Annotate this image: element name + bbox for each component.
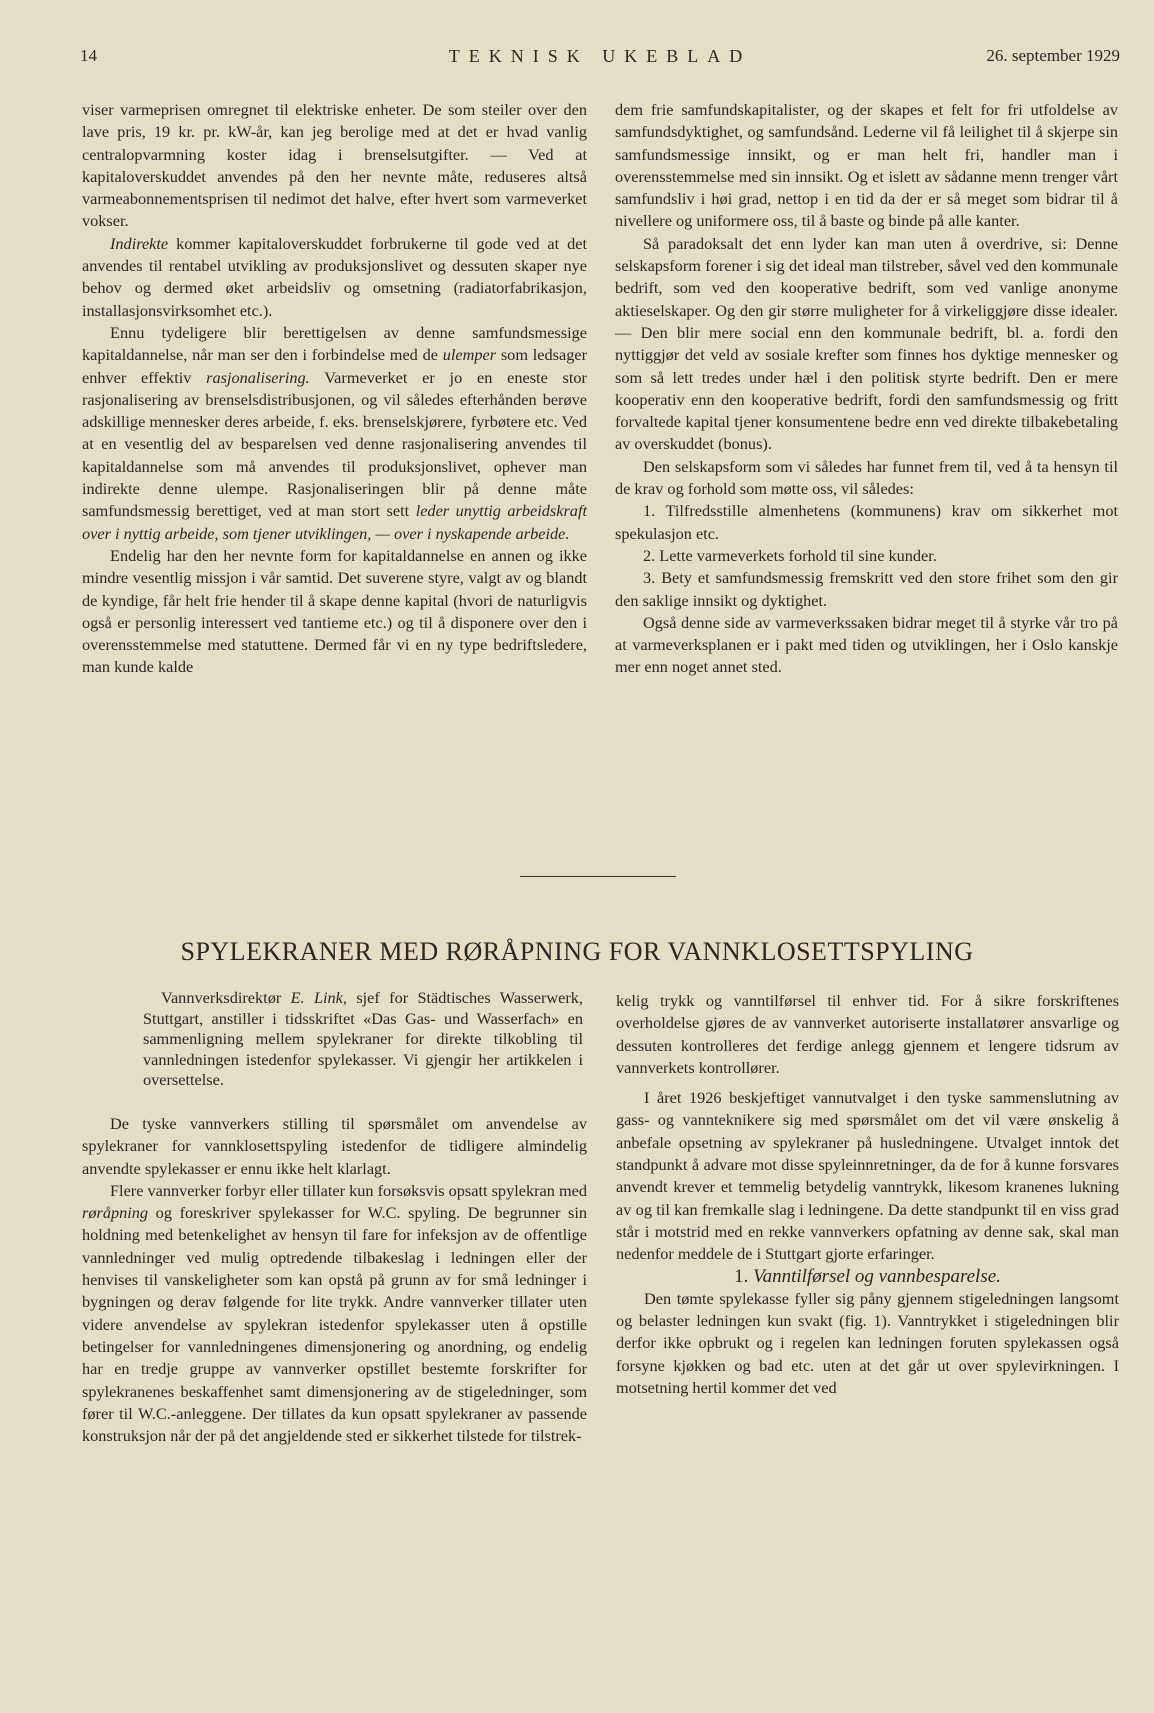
section-divider [520, 876, 676, 877]
text-span: sjef for Städtisches Wasserwerk, Stuttgart, anstiller i tidsskriftet «Das Gas- und Wasserfach» en sammenligning mellem spylekraner for direkte tilkobling til vannledningen istedenfor spylekasser. Vi gjengir her artikkelen i oversettelse. [143, 988, 583, 1089]
emphasis: E. Link, [290, 988, 347, 1007]
section-title: Vanntilførsel og vannbesparelse. [753, 1265, 1001, 1287]
page-header [80, 46, 1120, 76]
bottom-right-column [616, 990, 1119, 1399]
list-item: 3. Bety et samfundsmessig fremskritt ved den store frihet som den gir den saklige innsikt og dyktighet. [615, 568, 1118, 610]
emphasis: ulemper [442, 345, 497, 365]
top-right-column [615, 99, 1118, 679]
paragraph [82, 1180, 587, 1448]
text-span: kommer kapitaloverskuddet forbrukerne til gode ved at det anvendes til rentabel utvikling av produksjonslivet og dessuten skaper nye behov og dermed øket arbeidsliv og omsetning (radiatorfabrikasjon, installasjonsvirksomhet etc.). [82, 233, 587, 320]
paragraph: Endelig har den her nevnte form for kapitaldannelse en annen og ikke mindre vesentlig missjon i vår samtid. Det suverene styre, valgt av og blandt de kyndige, får helt frie hender til å skape denne kapital (hvori de naturligvis også er personlig interessert ved tantieme etc.) og til å disponere over den i overensstemmelse med statuttene. Dermed får vi en ny type bedriftsledere, man kunde kalde [82, 545, 587, 677]
paragraph: Så paradoksalt det enn lyder kan man uten å overdrive, si: Denne selskapsform forener i sig det ideal man tilstreber, såvel ved den kommunale bedrift, som ved den kooperative bedrift, som ved vanlige anonyme aktieselskaper. Og den gir større muligheter for å virkeliggjøre disse idealer. — Den blir mere social enn den kommunale bedrift, bl. a. fordi den nyttiggjør det veld av sosiale krefter som finnes hos dyktige mennesker og som så lett tredes under hæl i den politisk styrte bedrift. Den er mere kooperativ enn den kooperative bedrift, fordi den samfundsmessig og fritt forvaltede kapital tjener konsumentene bedre enn ved direkte tilbakebetaling av overskuddet (bonus). [615, 233, 1118, 454]
emphasis: Indirekte [110, 233, 169, 253]
text-span: Flere vannverker forbyr eller tillater kun forsøksvis opsatt spylekran med [110, 1180, 587, 1200]
emphasis: røråpning [82, 1203, 149, 1223]
paragraph: Den tømte spylekasse fyller sig påny gjennem stigeledningen langsomt og belaster ledningen kun svakt (fig. 1). Vanntrykket i stigeledningen blir derfor ikke opbrukt og i regelen kan ledningen foruten spylekassen også forsyne kjøkken og bad etc. uten at det går ut over spylevirkningen. I motsetning hertil kommer det ved [616, 1288, 1119, 1398]
paragraph [82, 322, 587, 545]
paragraph: kelig trykk og vanntilførsel til enhver tid. For å sikre forskriftenes overholdelse gjøres de av vannverket autoriserte installatører ansvarlige og dessuten kontrolleres det ferdige anlegg gjennem et lengere tidsrum av vannverkets kontrollører. [616, 991, 1119, 1077]
page-number: 14 [80, 46, 97, 65]
text-span: og foreskriver spylekasser for W.C. spyling. De begrunner sin holdning med betenkelighet av hensyn til fare for infeksjon av de offentlige vannledninger ved mulig optredende tilbakeslag i ledningen eller der henvises til vanskeligheter som kan opstå på grunn av for små ledninger i bygningen og derav følgende for lite trykk. Andre vannverker tillater uten videre anvendelse av spylekran istedenfor spylekasser uten å opstille betingelser for vannledningenes dimensjonering og anordning, og endelig har en tredje gruppe av vannverker opstillet bestemte forskrifter for spylekranenes beskaffenhet samt dimensjonering av de stigeledninger, som fører til W.C.-anleggene. Der tillates da kun opsatt spylekraner av passende konstruksjon når der på det angjeldende sted er sikkerhet tilstede for tilstrek- [82, 1203, 587, 1446]
text-span: Ennu tydeligere blir berettigelsen av denne samfundsmessige kapitaldannelse, når man ser den i forbindelse med de [82, 322, 587, 365]
bottom-left-column [82, 1113, 587, 1447]
issue-date: 26. september 1929 [986, 46, 1120, 65]
paragraph: Den selskapsform som vi således har funnet frem til, ved å ta hensyn til de krav og forhold som møtte oss, vil således: [615, 456, 1118, 499]
text-span: Vannverksdirektør [161, 988, 291, 1007]
paragraph: Også denne side av varmeverkssaken bidrar meget til å styrke vår tro på at varmeverksplanen er i pakt med tiden og utviklingen, her i Oslo kanskje mer enn noget annet sted. [615, 612, 1118, 677]
emphasis: leder unyttig arbeidskraft over i nyttig arbeide, som tjener utviklingen, — over i nyskapende arbeide. [82, 501, 587, 543]
article-intro [143, 988, 583, 1091]
section-number: 1. [734, 1265, 749, 1287]
text-span: Varmeverket er jo en eneste stor rasjonalisering av brenselsdistribusjonen, og vil således efterhånden berøve adskillige mennesker deres arbeide, f. eks. brenselskjørere, fyrbøtere etc. Ved at en vesentlig del av besparelsen ved denne rasjonalisering anvendes til kapitaldannelse som må anvendes til produksjonslivet, ophever man indirekte denne ulempe. Rasjonaliseringen blir på denne måte samfundsmessig berettiget, ved at man stort sett [82, 367, 587, 521]
list-item: 2. Lette varmeverkets forhold til sine kunder. [643, 545, 937, 565]
top-left-column [82, 99, 587, 679]
spacer [616, 1079, 1119, 1087]
paragraph: I året 1926 beskjeftiget vannutvalget i den tyske sammenslutning av gass- og vannteknikere sig med spørsmålet om det vil være ønskelig å anbefale opsetning av spylekraner på husledningene. Utvalget inntok det standpunkt å advare mot disse spyleinnretninger, da de for å kunne forsvares anvendt krever et temmelig betydelig vanntrykk, likesom kranenes lukning av og til kan fremkalle slag i ledningene. Da dette standpunkt til en viss grad står i motstrid med en rekke vannverkers opfatning av denne sak, skal man nedenfor meddele de i Stuttgart gjorte erfaringer. [616, 1088, 1119, 1264]
paragraph: De tyske vannverkers stilling til spørsmålet om anvendelse av spylekraner for vannklosettspyling istedenfor de tidligere almindelig anvendte spylekasser er ennu ikke helt klarlagt. [82, 1114, 587, 1178]
emphasis: rasjonalisering. [206, 367, 310, 387]
paragraph [82, 233, 587, 322]
article-headline: SPYLEKRANER MED RØRÅPNING FOR VANNKLOSETTSPYLING [180, 937, 974, 966]
paragraph: viser varmeprisen omregnet til elektriske enheter. De som steiler over den lave pris, 19 kr. pr. kW-år, kan jeg berolige med at det er hvad vanlig centralopvarmning koster idag i brenselsutgifter. — Ved at kapitaloverskuddet anvendes på den her nevnte måte, reduseres altså varmeabonnementsprisen til nedimot det halve, efter hvert som varmeverket vokser. [82, 100, 587, 231]
publication-title: TEKNISK UKEBLAD [448, 46, 752, 66]
paragraph: dem frie samfundskapitalister, og der skapes et felt for fri utfoldelse av samfundsdyktighet, og samfundsånd. Lederne vil få leilighet til å skjerpe sin samfundsmessige innsikt, og er man helt fri, handler man i overensstemmelse med sin innsikt. Og et islett av sådanne menn trenger vårt samfundsliv i høi grad, nettop i en tid da der er så meget som bidrar til å nivellere og uniformere oss, til å baste og binde på alle kanter. [615, 100, 1118, 231]
list-item: 1. Tilfredsstille almenhetens (kommunens) krav om sikkerhet mot spekulasjon etc. [615, 501, 1118, 543]
paragraph [143, 988, 583, 1091]
section-heading [616, 1266, 1119, 1288]
text-span: som ledsager enhver effektiv [82, 345, 587, 387]
